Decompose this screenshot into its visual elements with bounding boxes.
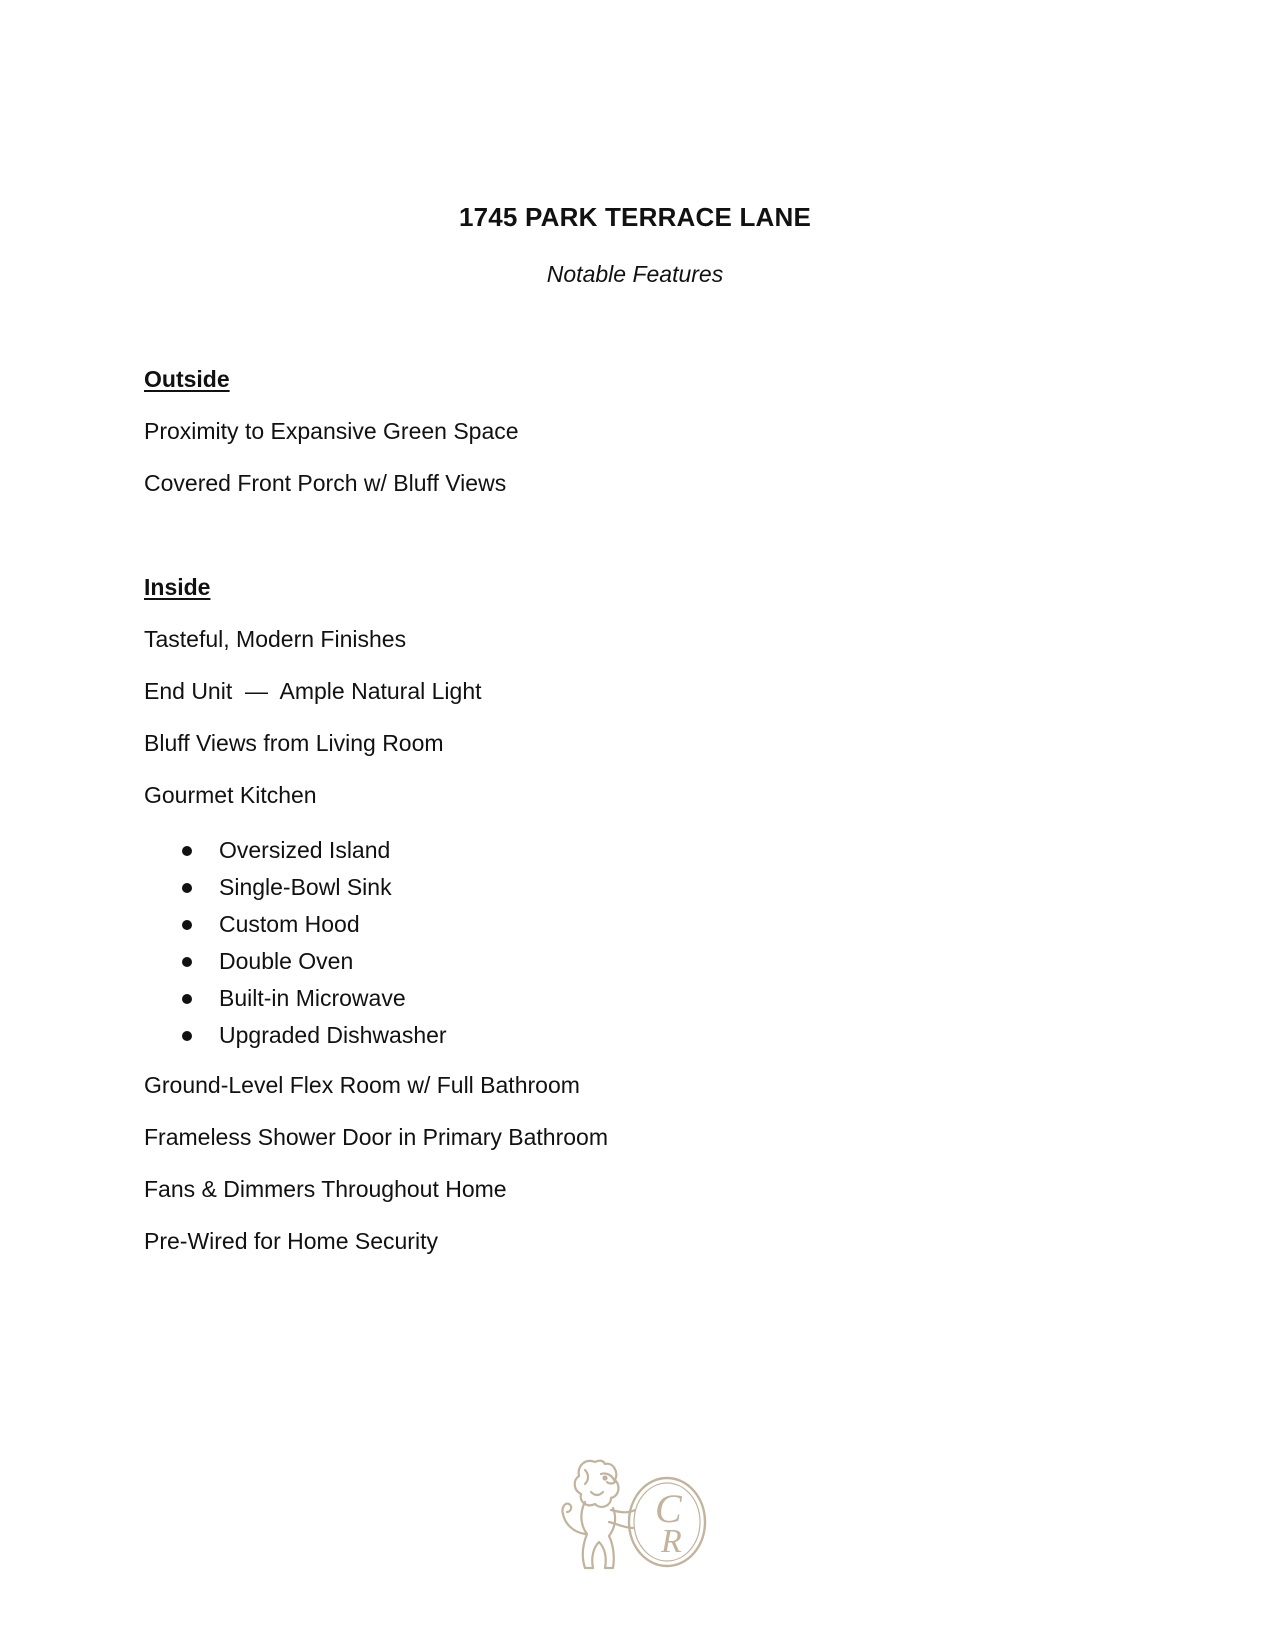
feature-item: Pre-Wired for Home Security	[144, 1228, 438, 1254]
feature-item: Proximity to Expansive Green Space	[144, 418, 519, 444]
feature-item: Ground-Level Flex Room w/ Full Bathroom	[144, 1072, 580, 1098]
section-heading-inside: Inside	[144, 574, 211, 600]
document-subtitle: Notable Features	[546, 261, 724, 287]
bullet-item	[144, 980, 1144, 1017]
svg-text:C: C	[655, 1486, 682, 1531]
lion-crest-logo	[555, 1452, 711, 1576]
bullet-text: Double Oven	[219, 948, 354, 974]
feature-item: Frameless Shower Door in Primary Bathroom	[144, 1124, 608, 1150]
bullet-icon	[182, 883, 192, 893]
feature-item: Fans & Dimmers Throughout Home	[144, 1176, 507, 1202]
feature-item: End Unit — Ample Natural Light	[144, 678, 482, 704]
document-title: 1745 PARK TERRACE LANE	[458, 202, 812, 232]
bullet-icon	[182, 994, 192, 1004]
bullet-item	[144, 869, 1144, 906]
bullet-item	[144, 832, 1144, 869]
bullet-text: Upgraded Dishwasher	[219, 1022, 447, 1048]
bullet-text: Custom Hood	[219, 911, 360, 937]
kitchen-bullet-list	[144, 832, 1144, 1054]
bullet-item	[144, 1017, 1144, 1054]
section-heading-outside: Outside	[144, 366, 230, 392]
bullet-icon	[182, 957, 192, 967]
svg-text:R: R	[661, 1523, 682, 1560]
features-content	[144, 364, 1144, 1257]
bullet-item	[144, 943, 1144, 980]
feature-item: Bluff Views from Living Room	[144, 730, 444, 756]
bullet-text: Single-Bowl Sink	[219, 874, 392, 900]
bullet-icon	[182, 920, 192, 930]
feature-item: Tasteful, Modern Finishes	[144, 626, 407, 652]
bullet-icon	[182, 846, 192, 856]
feature-item-kitchen: Gourmet Kitchen	[144, 782, 317, 808]
bullet-item	[144, 906, 1144, 943]
bullet-text: Built-in Microwave	[219, 985, 406, 1011]
bullet-text: Oversized Island	[219, 837, 391, 863]
bullet-icon	[182, 1031, 192, 1041]
feature-item: Covered Front Porch w/ Bluff Views	[144, 470, 507, 496]
